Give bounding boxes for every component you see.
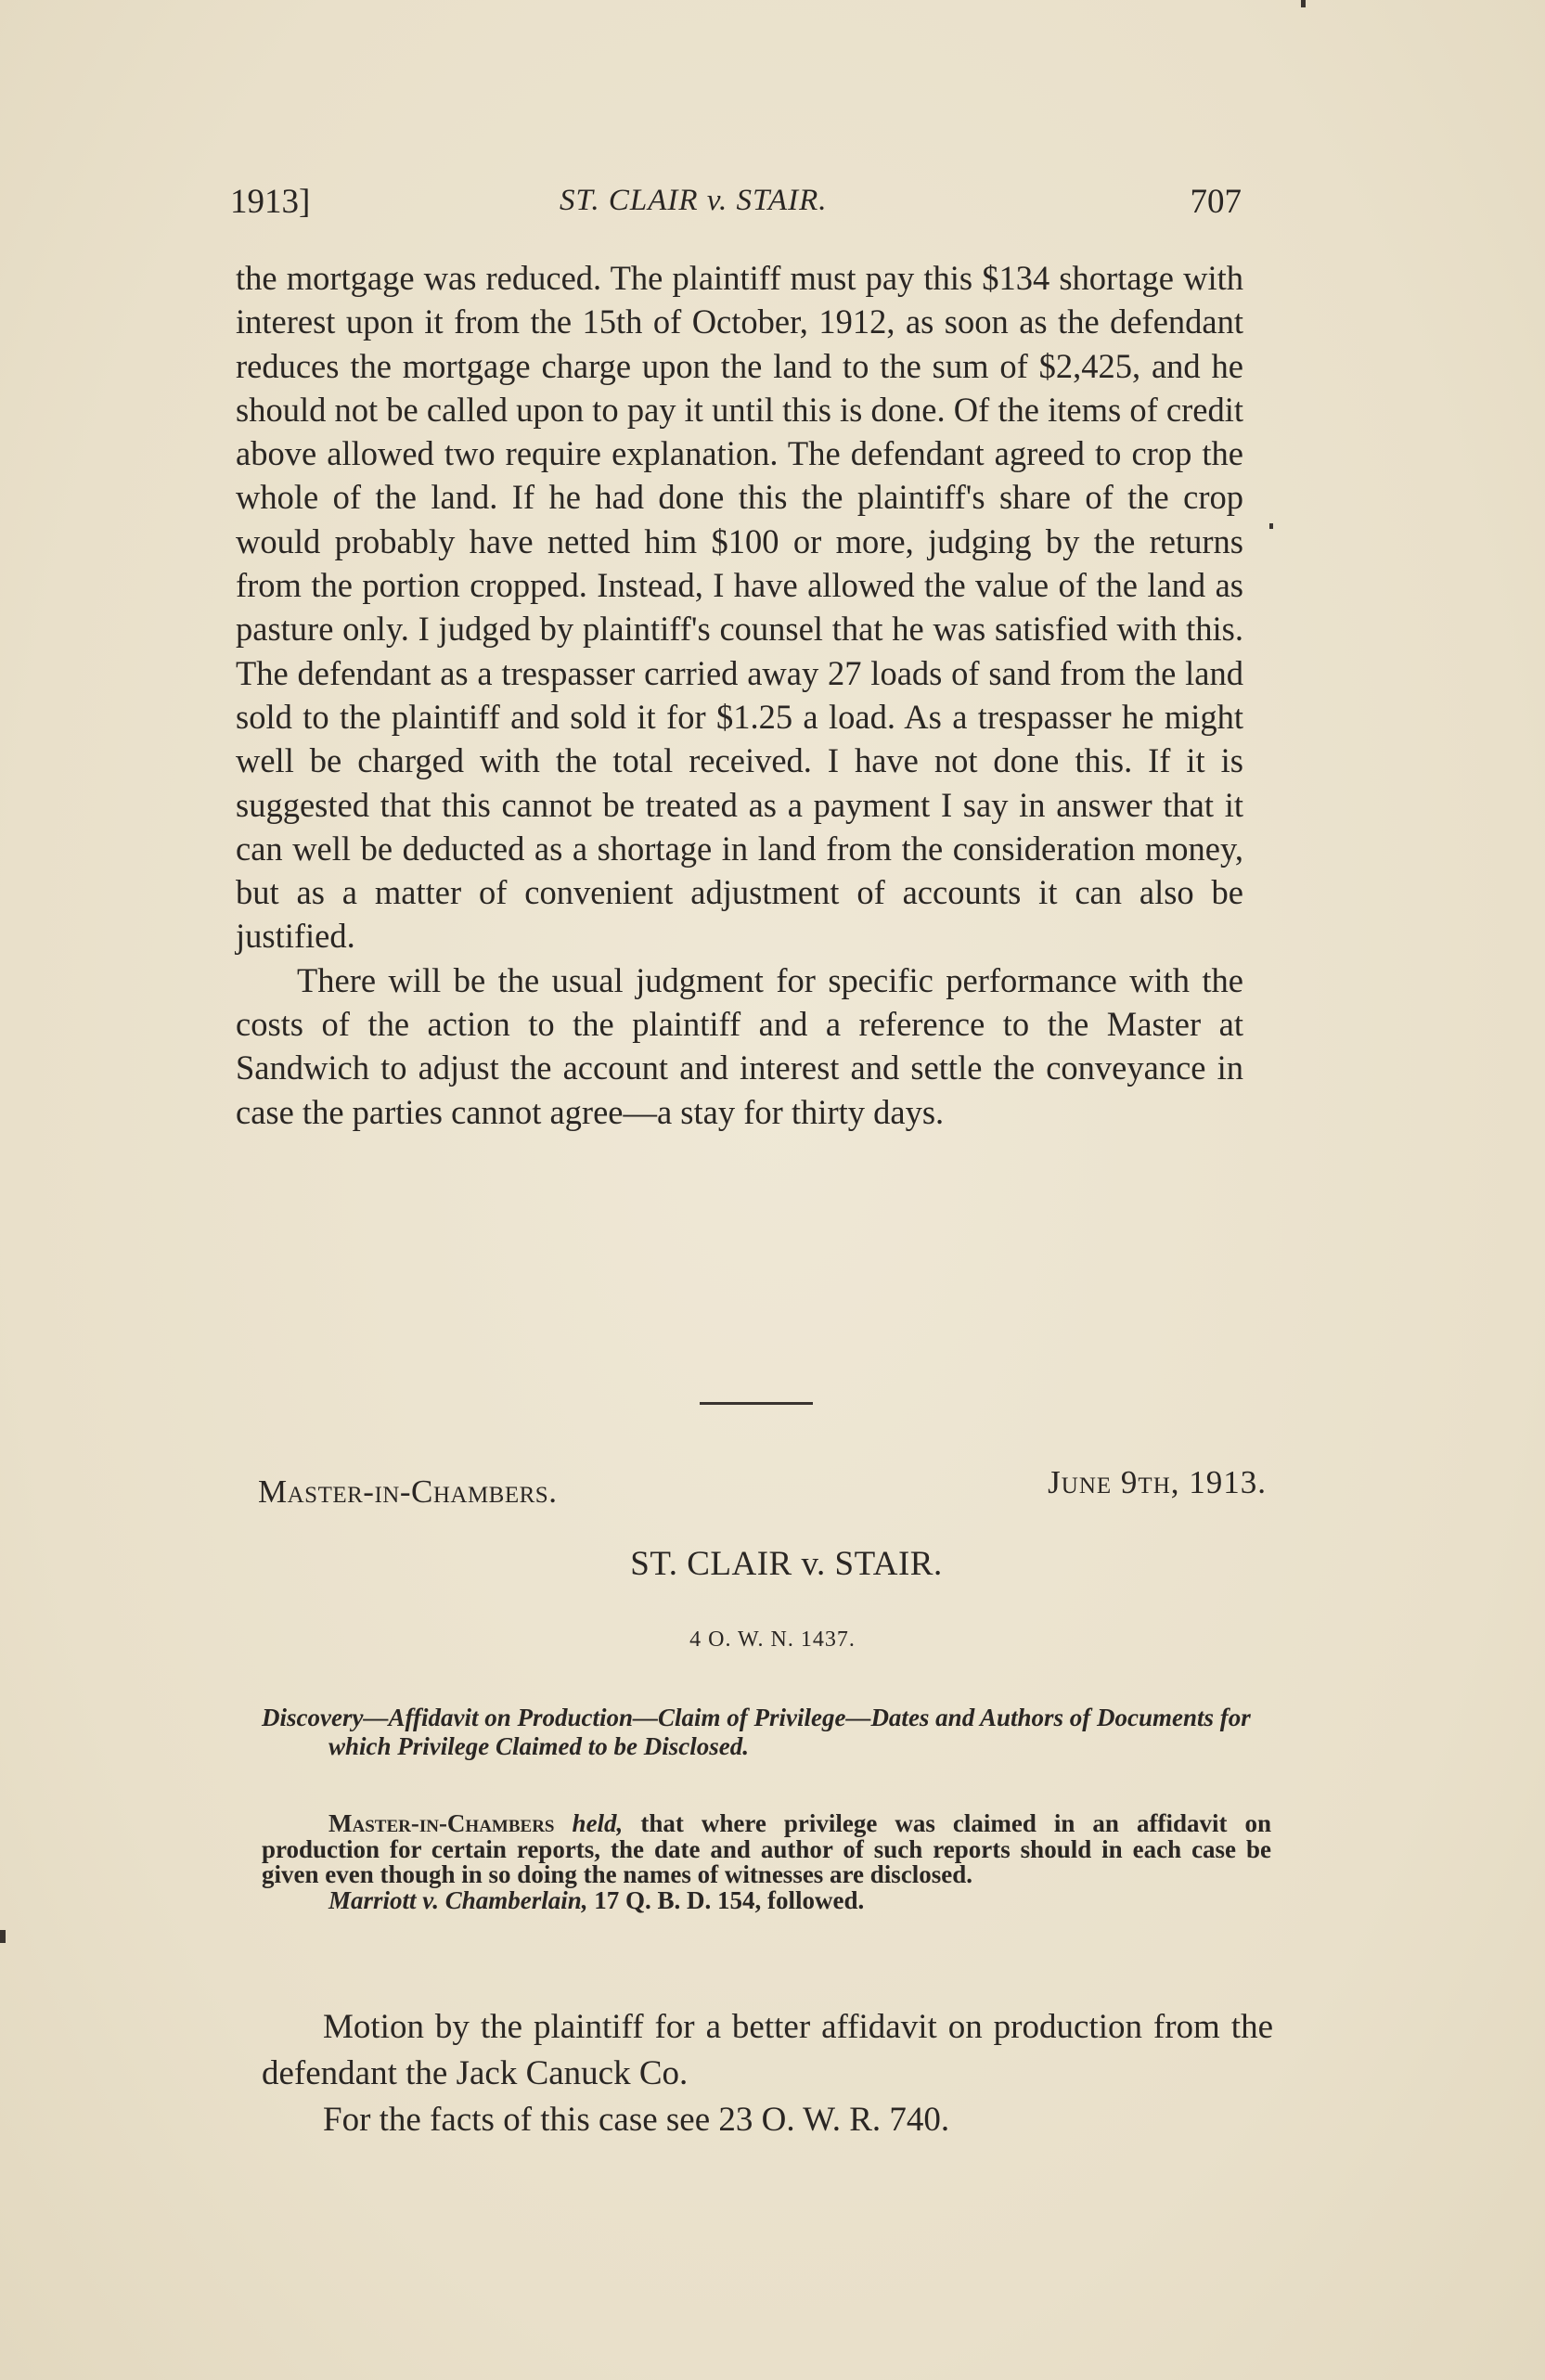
page-number: 707 xyxy=(1190,183,1242,221)
followed-case-citation: 17 Q. B. D. 154, followed. xyxy=(587,1885,865,1914)
headnote: Discovery—Affidavit on Production—Claim of Privilege—Dates and Authors of Documents for which Privilege Claimed to be Disclosed. xyxy=(262,1704,1251,1760)
judgment-paragraph-1: the mortgage was reduced. The plaintiff must pay this $134 shortage with interest upon it from the 15th of October, 1912, as soon as the defendant reduces the mortgage charge upon the land to the sum of $2,425, and he should not be called upon to pay it until this is done. Of the items of credit above allowed two require explanation. The defendant agreed to crop the whole of the land. If he had done this the plaintiff's share of the crop would probably have netted him $100 or more, judging by the returns from the portion cropped. Instead, I have allowed the value of the land as pasture only. I judged by plaintiff's counsel that he was satisfied with this. The defendant as a trespasser carried away 27 loads of sand from the land sold to the plaintiff and sold it for $1.25 a load. As a trespasser he might well be charged with the total received. I have not done this. If it is suggested that this cannot be treated as a payment I say in answer that it can well be deducted as a shortage in land from the consideration money, but as a matter of convenient adjustment of accounts it can also be justified. xyxy=(236,259,1243,956)
holding-text: that where privilege was claimed in an affidavit on production for certain reports, the date and author of such reports should in each case be given even though in so doing the names of witnesses are disclosed. xyxy=(262,1809,1271,1888)
case-title: ST. CLAIR v. STAIR. xyxy=(630,1545,943,1583)
running-head-year: 1913] xyxy=(230,183,311,221)
motion-paragraph: Motion by the plaintiff for a better affidavit on production from the defendant the Jack Canuck Co. xyxy=(262,2008,1273,2092)
court-name: Master-in-Chambers. xyxy=(258,1473,558,1510)
followed-authority xyxy=(262,1885,1271,1914)
case-opening xyxy=(262,2004,1273,2143)
followed-case-name: Marriott v. Chamberlain, xyxy=(328,1885,588,1914)
section-divider xyxy=(700,1402,813,1405)
holding-verb: held, xyxy=(572,1809,624,1837)
case-citation: 4 O. W. N. 1437. xyxy=(689,1627,856,1652)
ink-speck xyxy=(0,1930,6,1943)
running-head-title: ST. CLAIR v. STAIR. xyxy=(560,184,828,217)
holding-summary xyxy=(262,1811,1271,1913)
ink-speck xyxy=(1269,523,1273,529)
judgment-paragraph-2: There will be the usual judgment for specific performance with the costs of the action to the plaintiff and a reference to the Master at Sandwich to adjust the account and interest and settle the conveyance in case the parties cannot agree—a stay for thirty days. xyxy=(236,960,1243,1131)
decision-date: June 9th, 1913. xyxy=(1048,1464,1267,1500)
holding-paragraph xyxy=(262,1811,1271,1888)
running-head xyxy=(230,182,1242,228)
judgment-text xyxy=(236,256,1243,1134)
holding-court: Master-in-Chambers xyxy=(328,1809,555,1837)
ink-speck xyxy=(1301,0,1306,7)
facts-paragraph: For the facts of this case see 23 O. W. R. 740. xyxy=(323,2101,950,2139)
